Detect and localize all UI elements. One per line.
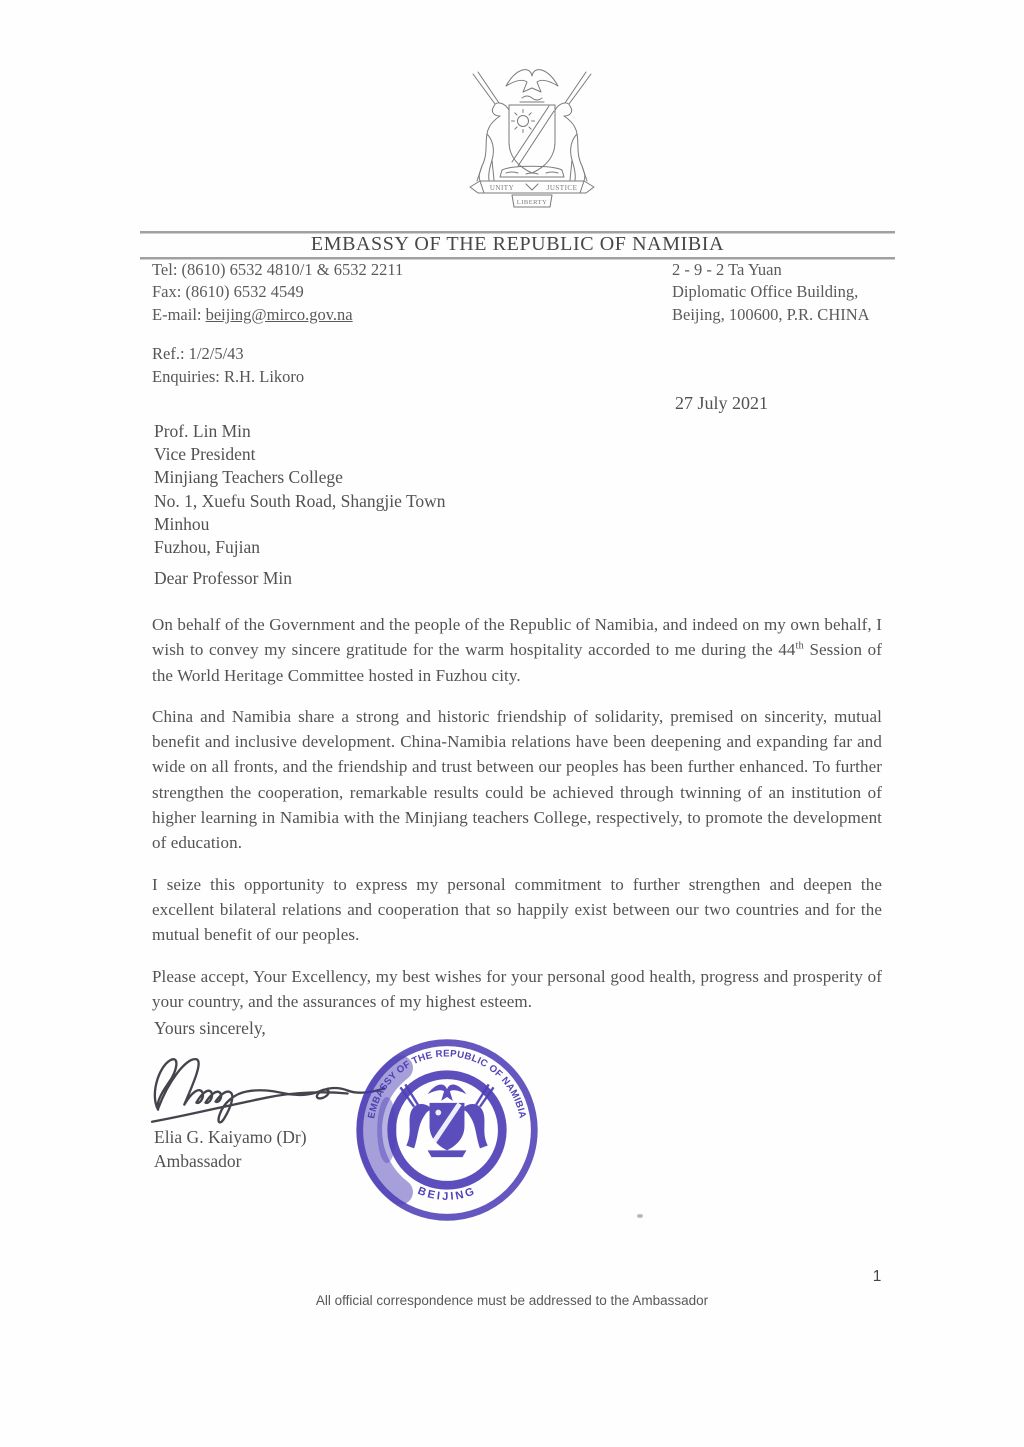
fax-line: Fax: (8610) 6532 4549	[152, 282, 304, 302]
paragraph-4: Please accept, Your Excellency, my best wishes for your personal good health, progress and prosperity of your country, and the assurances of my highest esteem.	[152, 966, 882, 1011]
contact-block	[152, 259, 403, 326]
email-address: beijing@mirco.gov.na	[205, 304, 353, 324]
ref-line: Ref.: 1/2/5/43	[152, 344, 244, 363]
email-line	[152, 304, 403, 326]
recipient-line: Fuzhou, Fujian	[154, 537, 260, 558]
reference-block	[152, 343, 304, 388]
scan-speck	[637, 1214, 643, 1218]
valediction: Yours sincerely,	[154, 1018, 266, 1038]
shield-icon	[509, 105, 555, 173]
motto-word-unity: UNITY	[489, 184, 515, 192]
signatory-title: Ambassador	[154, 1150, 242, 1171]
motto-word-justice: JUSTICE	[546, 184, 578, 192]
namibia-coat-of-arms	[438, 60, 626, 212]
superscript-ordinal: th	[795, 640, 804, 652]
salutation: Dear Professor Min	[154, 568, 293, 588]
recipient-line: Minjiang Teachers College	[154, 467, 343, 488]
page-number: 1	[872, 1268, 882, 1285]
paragraph-2: China and Namibia share a strong and historic friendship of solidarity, premised on sincerity, mutual benefit and inclusive development. China-Namibia relations have been deepening and expanding far and wide on all fronts, and the friendship and trust between our peoples has been further enhanced. To further strengthen the cooperation, remarkable results could be achieved through twinning of an institution of higher learning in Namibia with the Minjiang teachers College, respectively, to promote the development of education.	[152, 706, 882, 853]
letter-date: 27 July 2021	[675, 393, 769, 413]
paragraph-1	[152, 612, 882, 688]
eagle-icon	[506, 70, 558, 92]
signatory-block	[154, 1126, 307, 1173]
embassy-stamp	[350, 1033, 544, 1227]
address-line: 2 - 9 - 2 Ta Yuan	[672, 260, 782, 279]
recipient-line: Vice President	[154, 444, 256, 465]
tel-line: Tel: (8610) 6532 4810/1 & 6532 2211	[152, 260, 404, 279]
oryx-right-icon	[555, 72, 591, 181]
paragraph-text: Session of the World Heritage Committee hosted in Fuzhou city.	[152, 640, 883, 685]
recipient-line: No. 1, Xuefu South Road, Shangjie Town	[154, 490, 446, 511]
sun-icon	[518, 116, 529, 127]
email-label: E-mail:	[152, 304, 206, 324]
letterhead-title: EMBASSY OF THE REPUBLIC OF NAMIBIA	[310, 233, 725, 255]
signatory-name: Elia G. Kaiyamo (Dr)	[154, 1127, 307, 1147]
stamp-arc-text: EMBASSY OF THE REPUBLIC OF NAMIBIA	[366, 1048, 528, 1120]
letter-body	[152, 612, 882, 1030]
footer-note: All official correspondence must be addressed to the Ambassador	[315, 1293, 709, 1308]
recipient-address	[154, 420, 446, 559]
recipient-line: Prof. Lin Min	[154, 421, 251, 441]
embassy-address-block	[672, 259, 870, 326]
paragraph-3: I seize this opportunity to express my personal commitment to further strengthen and deepen the excellent bilateral relations and cooperation that so happily exist between our two countries and for the mutual benefit of our peoples.	[152, 874, 882, 945]
recipient-line: Minhou	[154, 513, 210, 534]
address-line: Diplomatic Office Building,	[672, 282, 859, 302]
enquiries-line: Enquiries: R.H. Likoro	[152, 366, 305, 386]
paragraph-text: On behalf of the Government and the people of the Republic of Namibia, and indeed on my own behalf, I wish to convey my sincere gratitude for the warm hospitality accorded to me during the 44	[152, 615, 882, 660]
oryx-left-icon	[473, 72, 509, 181]
address-line: Beijing, 100600, P.R. CHINA	[672, 304, 870, 324]
motto-word-liberty: LIBERTY	[516, 199, 548, 206]
stamp-bottom-text: BEIJING	[415, 1184, 479, 1203]
